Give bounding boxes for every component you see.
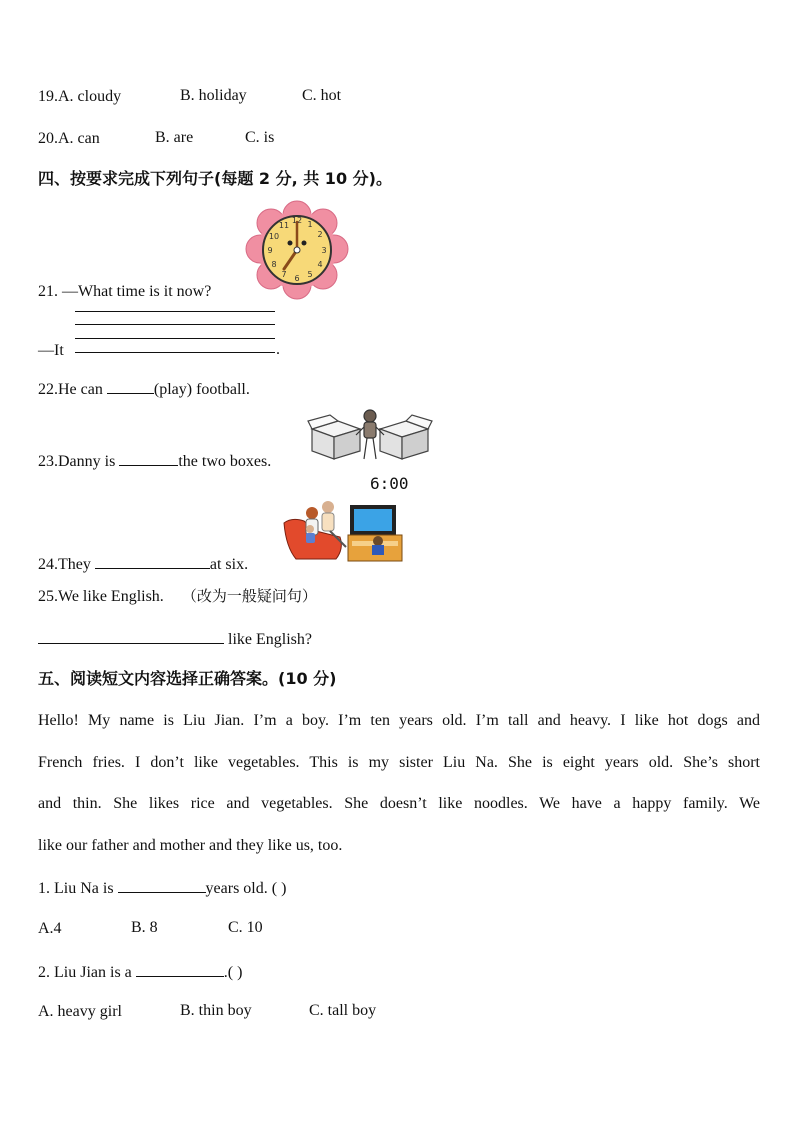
clock-numeral: 9 [267, 246, 273, 255]
passage-line: Hello! My name is Liu Jian. I’m a boy. I’m ten years old. I’m tall and heavy. I like hot dogs and [38, 712, 760, 729]
answer-blank[interactable] [119, 450, 178, 466]
clock-numeral: 6 [294, 274, 300, 283]
question-number: 20. [38, 130, 58, 147]
answer-tail: like English? [224, 631, 312, 648]
option-a: A. cloudy [58, 88, 122, 105]
answer-blank[interactable] [136, 961, 224, 977]
question-text: .( ) [223, 964, 243, 981]
passage-line: like our father and mother and they like us, too. [38, 836, 343, 854]
question-19-row [38, 87, 121, 107]
answer-blank[interactable] [107, 378, 154, 394]
passage-line: and thin. She likes rice and vegetables. She doesn’t like noodles. We have a happy family. We [38, 795, 760, 812]
option-c: C. tall boy [309, 1002, 377, 1019]
option-c: C. hot [302, 87, 342, 104]
answer-prefix: —It [38, 342, 64, 359]
clock-numeral: 7 [281, 270, 287, 279]
clock-numeral: 8 [271, 260, 277, 269]
question-text: 24.They [38, 556, 91, 573]
option-b: B. thin boy [180, 1002, 252, 1019]
option-a: A. heavy girl [38, 1003, 122, 1020]
passage-line: French fries. I don’t like vegetables. This is my sister Liu Na. She is eight years old. She’s short [38, 753, 760, 771]
question-25-answer [38, 628, 312, 650]
option-a: A. can [58, 130, 100, 147]
option-a: A.4 [38, 920, 62, 937]
answer-suffix: . [276, 341, 280, 358]
question-24-row [38, 553, 248, 575]
time-label: 6:00 [370, 474, 409, 493]
question-text: 2. Liu Jian is a [38, 964, 132, 981]
question-20-row [38, 129, 100, 149]
option-b: B. are [155, 129, 194, 146]
family-watching-tv-icon [282, 497, 408, 567]
clock-numeral: 11 [278, 221, 290, 230]
answer-line [75, 324, 275, 325]
boy-between-boxes-icon [308, 407, 433, 465]
clock-numeral: 12 [291, 216, 303, 225]
clock-numeral: 2 [317, 230, 323, 239]
question-22-row [38, 378, 250, 400]
question-text: years old. ( ) [205, 880, 287, 897]
question-text: (play) football. [153, 381, 250, 398]
option-c: C. is [245, 129, 275, 146]
question-25-row [38, 586, 317, 607]
answer-line [75, 338, 275, 339]
section-4-heading: 四、按要求完成下列句子(每题 2 分, 共 10 分)。 [38, 169, 392, 188]
answer-line [75, 311, 275, 312]
option-b: B. holiday [180, 87, 247, 104]
question-text: 22.He can [38, 381, 103, 398]
reading-question-1 [38, 877, 286, 899]
question-text: 1. Liu Na is [38, 880, 114, 897]
clock-numeral: 4 [317, 260, 323, 269]
clock-numeral: 1 [307, 220, 313, 229]
question-21-row [38, 282, 211, 302]
question-23-row [38, 450, 271, 472]
question-text: at six. [209, 556, 249, 573]
question-number: 19. [38, 88, 58, 105]
question-text: the two boxes. [178, 453, 272, 470]
option-c: C. 10 [228, 919, 263, 936]
question-instruction: （改为一般疑问句） [181, 587, 317, 605]
clock-numeral: 3 [321, 246, 327, 255]
question-text: —What time is it now? [58, 283, 212, 300]
question-text: 25.We like English. [38, 588, 164, 605]
answer-blank[interactable] [118, 877, 206, 893]
question-number: 21. [38, 283, 58, 300]
answer-blank[interactable] [75, 352, 275, 353]
clock-numeral: 10 [268, 232, 280, 241]
section-5-heading: 五、阅读短文内容选择正确答案。(10 分) [38, 669, 337, 688]
question-text: 23.Danny is [38, 453, 116, 470]
question-21-answer [38, 341, 64, 361]
answer-blank[interactable] [38, 628, 224, 644]
option-b: B. 8 [131, 919, 158, 936]
clock-showing-seven-icon [246, 201, 348, 299]
reading-question-2 [38, 961, 242, 983]
answer-blank[interactable] [95, 553, 210, 569]
reading-passage [38, 711, 760, 877]
clock-numeral: 5 [307, 270, 313, 279]
